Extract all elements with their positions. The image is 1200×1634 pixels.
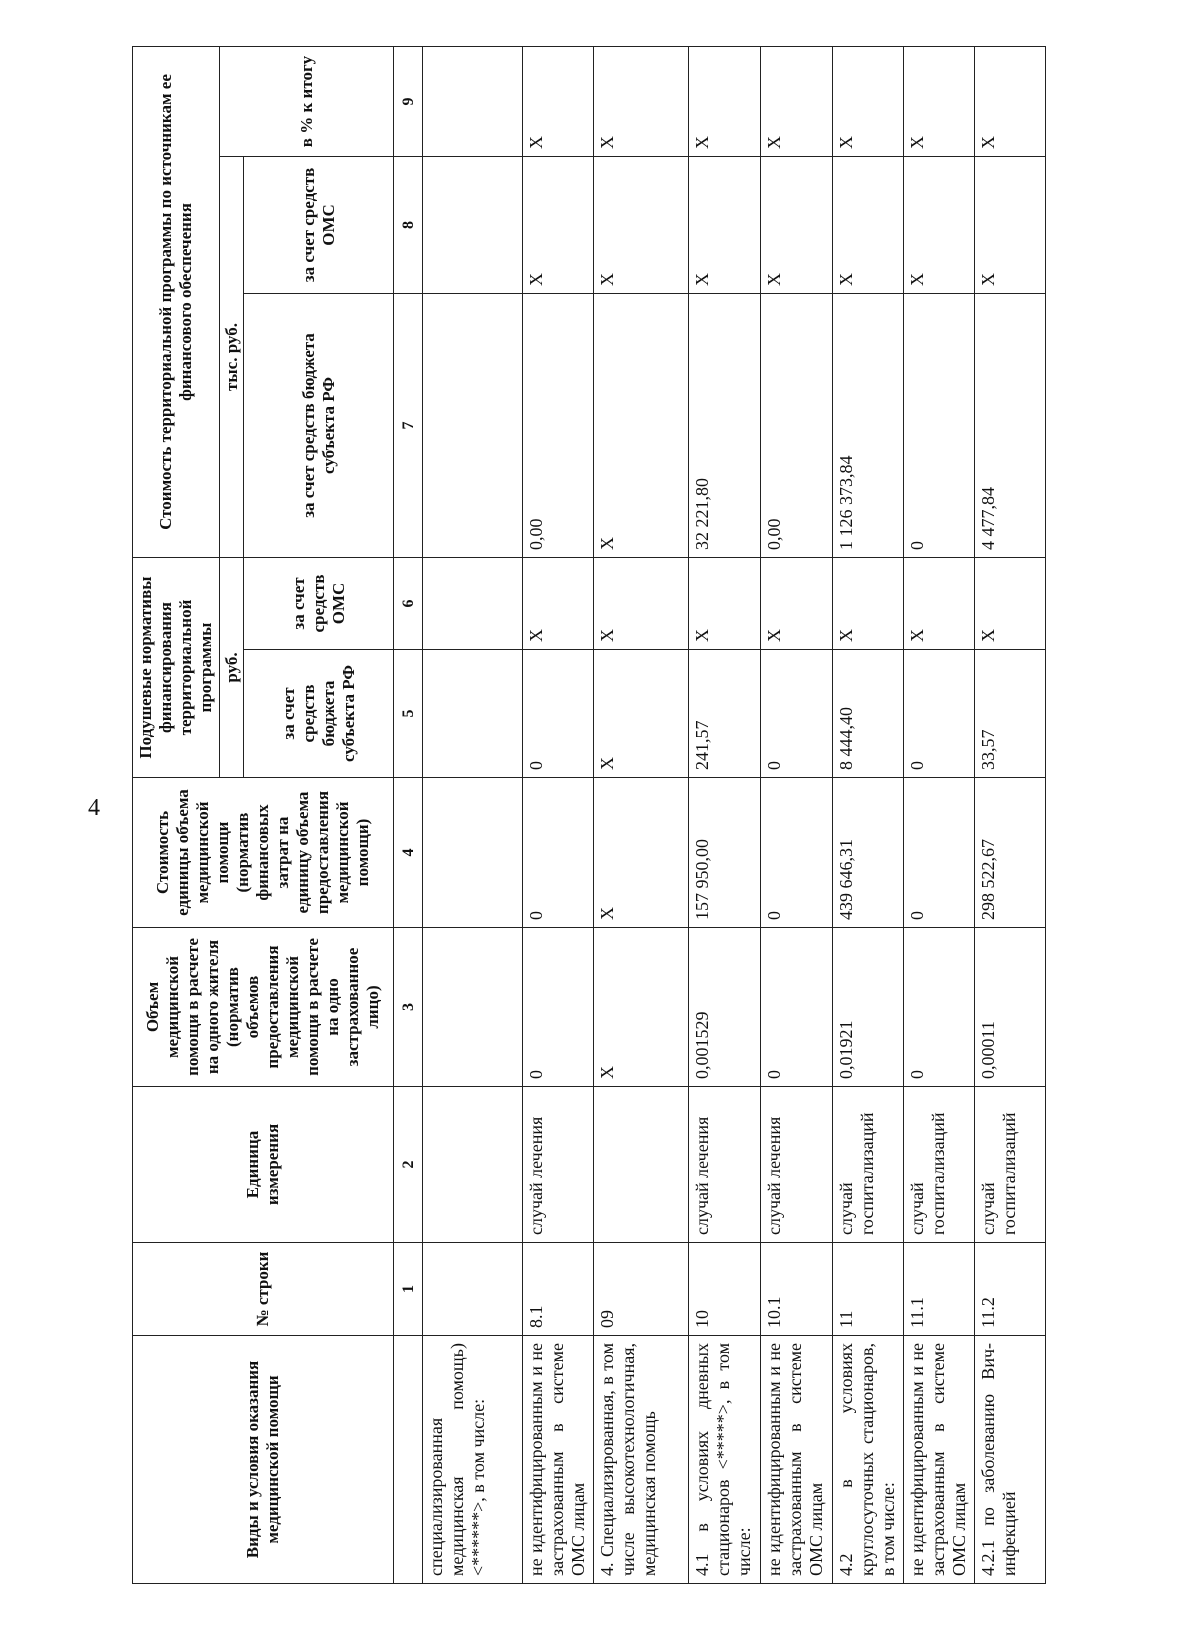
header-col0: Виды и условия оказания медицинской помощи bbox=[133, 1336, 394, 1584]
cell-line: 10 bbox=[689, 1243, 761, 1336]
column-number: 4 bbox=[394, 778, 423, 928]
cell-c7: X bbox=[594, 294, 689, 558]
cell-c9: X bbox=[689, 46, 761, 156]
cell-c9 bbox=[423, 46, 523, 156]
cell-c7: 0,00 bbox=[761, 294, 833, 558]
cell-c4: 439 646,31 bbox=[833, 778, 904, 928]
cell-line: 09 bbox=[594, 1243, 689, 1336]
cell-c4: 0 bbox=[523, 778, 594, 928]
header-col6: за счет средств ОМС bbox=[244, 558, 394, 650]
cell-c3: 0 bbox=[904, 928, 975, 1087]
header-col5: за счет средств бюджета субъекта РФ bbox=[244, 650, 394, 778]
table-row bbox=[523, 46, 594, 1583]
table-row bbox=[975, 46, 1046, 1583]
column-number: 2 bbox=[394, 1087, 423, 1243]
cell-line: 10.1 bbox=[761, 1243, 833, 1336]
cell-c6: X bbox=[689, 558, 761, 650]
cell-c4: X bbox=[594, 778, 689, 928]
cell-name: 4. Специализированная, в том числе высокотехнологичная, медицинская помощь bbox=[594, 1336, 689, 1584]
cell-c8: X bbox=[761, 157, 833, 294]
column-number: 7 bbox=[394, 294, 423, 558]
column-number-row bbox=[394, 46, 423, 1583]
header-group56: Подушевые нормативы финансирования территориальной программы bbox=[133, 558, 220, 778]
cell-c9: X bbox=[594, 46, 689, 156]
cell-c4: 0 bbox=[761, 778, 833, 928]
cell-c3: 0,001529 bbox=[689, 928, 761, 1087]
cell-c3 bbox=[423, 928, 523, 1087]
cell-c5: 241,57 bbox=[689, 650, 761, 778]
cell-c9: X bbox=[904, 46, 975, 156]
cell-c5: 0 bbox=[904, 650, 975, 778]
table-row bbox=[594, 46, 689, 1583]
column-number bbox=[394, 1336, 423, 1584]
cell-c3: 0,01921 bbox=[833, 928, 904, 1087]
cell-c8: X bbox=[833, 157, 904, 294]
cell-c7: 0 bbox=[904, 294, 975, 558]
cell-c5 bbox=[423, 650, 523, 778]
cell-c4: 0 bbox=[904, 778, 975, 928]
cell-c9: X bbox=[975, 46, 1046, 156]
cell-name: 4.2.1 по заболеванию Вич-инфекцией bbox=[975, 1336, 1046, 1584]
column-number: 5 bbox=[394, 650, 423, 778]
cell-name: не идентифицированным и не застрахованным в системе ОМС лицам bbox=[523, 1336, 594, 1584]
cell-c6: X bbox=[833, 558, 904, 650]
cell-c5: 0 bbox=[761, 650, 833, 778]
cell-c8 bbox=[423, 157, 523, 294]
cell-c9: X bbox=[761, 46, 833, 156]
cell-line: 11.2 bbox=[975, 1243, 1046, 1336]
cell-unit: случай лечения bbox=[761, 1087, 833, 1243]
header-col2: Единица измерения bbox=[133, 1087, 394, 1243]
cell-c7: 0,00 bbox=[523, 294, 594, 558]
cell-unit bbox=[423, 1087, 523, 1243]
table-row bbox=[761, 46, 833, 1583]
cell-unit bbox=[594, 1087, 689, 1243]
cell-name: специализированная медицинская помощь)<******>, в том числе: bbox=[423, 1336, 523, 1584]
header-col4: Стоимость единицы объема медицинской помощи (норматив финансовых затрат на единицу объема предоставления медицинской помощи) bbox=[133, 778, 394, 928]
cell-c7: 4 477,84 bbox=[975, 294, 1046, 558]
table-row bbox=[833, 46, 904, 1583]
cell-c3: 0 bbox=[761, 928, 833, 1087]
header-unit56: руб. bbox=[220, 558, 244, 778]
cell-c7: 1 126 373,84 bbox=[833, 294, 904, 558]
cell-c6: X bbox=[594, 558, 689, 650]
cell-c5: X bbox=[594, 650, 689, 778]
header-group789: Стоимость территориальной программы по источникам ее финансового обеспечения bbox=[133, 46, 220, 557]
cell-name: 4.1 в условиях дневных стационаров <*****>, в том числе: bbox=[689, 1336, 761, 1584]
column-number: 1 bbox=[394, 1243, 423, 1336]
cell-unit: случай госпитализаций bbox=[904, 1087, 975, 1243]
cell-name: не идентифицированным и не застрахованным в системе ОМС лицам bbox=[761, 1336, 833, 1584]
cell-c8: X bbox=[594, 157, 689, 294]
cell-name: не идентифицированным и не застрахованным в системе ОМС лицам bbox=[904, 1336, 975, 1584]
cell-c8: X bbox=[975, 157, 1046, 294]
header-unit78: тыс. руб. bbox=[220, 157, 244, 558]
cell-c6 bbox=[423, 558, 523, 650]
cell-c7: 32 221,80 bbox=[689, 294, 761, 558]
header-row-1 bbox=[133, 46, 220, 1583]
header-col7: за счет средств бюджета субъекта РФ bbox=[244, 294, 394, 558]
cell-c5: 0 bbox=[523, 650, 594, 778]
column-number: 8 bbox=[394, 157, 423, 294]
header-col3: Объем медицинской помощи в расчете на одного жителя (норматив объемов предоставления медицинской помощи в расчете на одно застрахованное лицо) bbox=[133, 928, 394, 1087]
page-number: 4 bbox=[88, 795, 100, 821]
header-col1: № строки bbox=[133, 1243, 394, 1336]
cell-c5: 8 444,40 bbox=[833, 650, 904, 778]
cell-unit: случай лечения bbox=[689, 1087, 761, 1243]
cell-c8: X bbox=[689, 157, 761, 294]
cell-c9: X bbox=[523, 46, 594, 156]
cell-c5: 33,57 bbox=[975, 650, 1046, 778]
cell-unit: случай лечения bbox=[523, 1087, 594, 1243]
cell-c3: 0 bbox=[523, 928, 594, 1087]
funding-table bbox=[132, 46, 1046, 1584]
cell-c8: X bbox=[523, 157, 594, 294]
table-row bbox=[689, 46, 761, 1583]
cell-c3: 0,00011 bbox=[975, 928, 1046, 1087]
header-col9: в % к итогу bbox=[220, 46, 394, 156]
cell-line: 8.1 bbox=[523, 1243, 594, 1336]
cell-c7 bbox=[423, 294, 523, 558]
column-number: 9 bbox=[394, 46, 423, 156]
cell-c4: 298 522,67 bbox=[975, 778, 1046, 928]
cell-name: 4.2 в условиях круглосуточных стационаров, в том числе: bbox=[833, 1336, 904, 1584]
cell-c4 bbox=[423, 778, 523, 928]
cell-unit: случай госпитализаций bbox=[975, 1087, 1046, 1243]
cell-c6: X bbox=[904, 558, 975, 650]
cell-c6: X bbox=[523, 558, 594, 650]
table-row bbox=[904, 46, 975, 1583]
header-col8: за счет средств ОМС bbox=[244, 157, 394, 294]
column-number: 3 bbox=[394, 928, 423, 1087]
cell-line: 11.1 bbox=[904, 1243, 975, 1336]
cell-unit: случай госпитализаций bbox=[833, 1087, 904, 1243]
cell-c4: 157 950,00 bbox=[689, 778, 761, 928]
table-row bbox=[423, 46, 523, 1583]
cell-c6: X bbox=[975, 558, 1046, 650]
cell-c3: X bbox=[594, 928, 689, 1087]
rotated-table-sheet bbox=[132, 47, 1182, 1584]
cell-c8: X bbox=[904, 157, 975, 294]
cell-line bbox=[423, 1243, 523, 1336]
cell-c6: X bbox=[761, 558, 833, 650]
cell-c9: X bbox=[833, 46, 904, 156]
column-number: 6 bbox=[394, 558, 423, 650]
cell-line: 11 bbox=[833, 1243, 904, 1336]
